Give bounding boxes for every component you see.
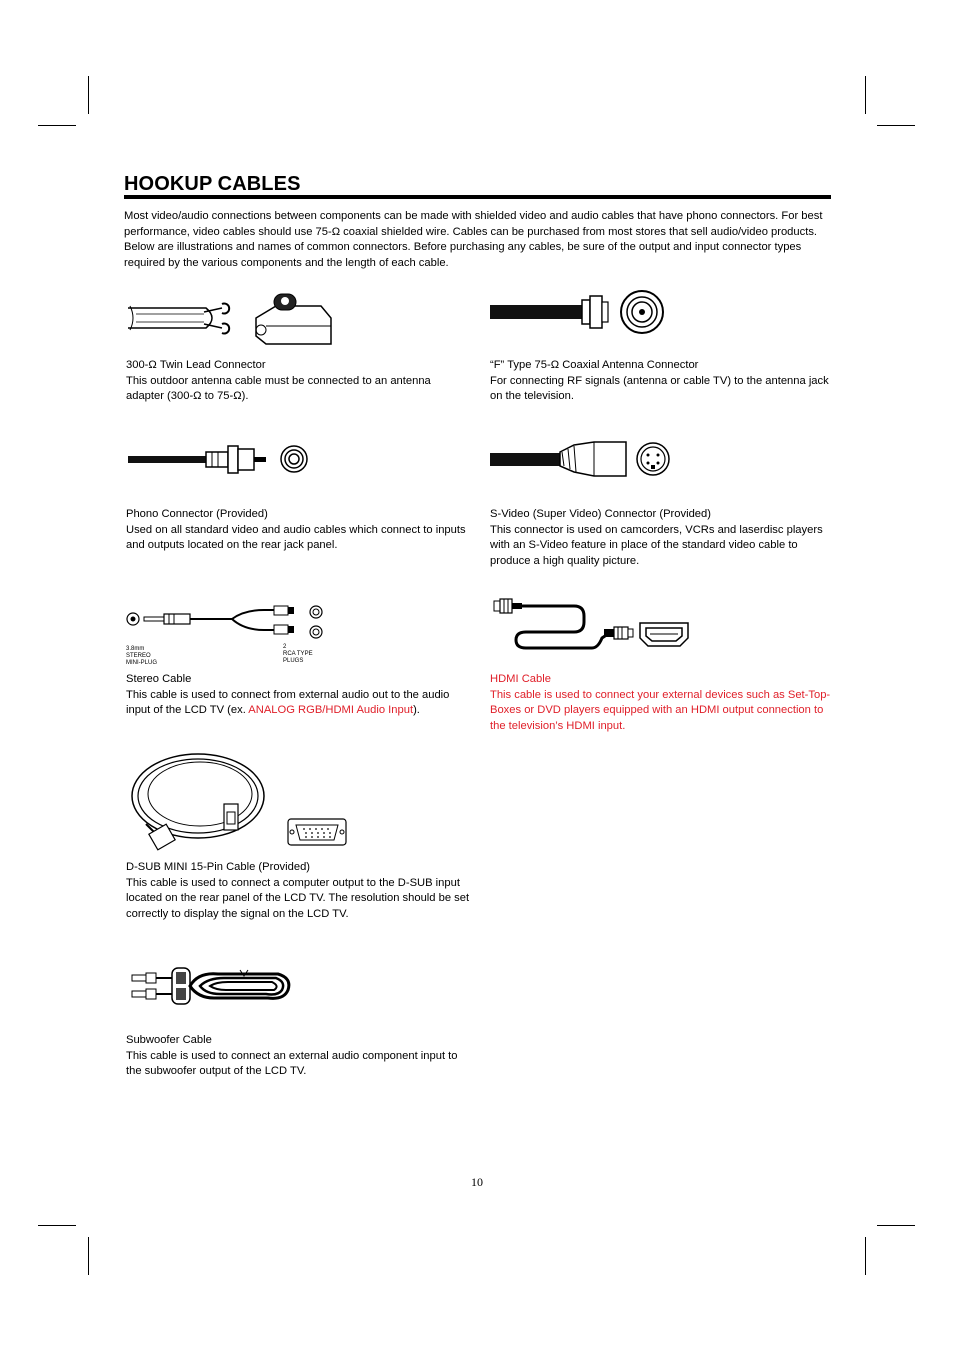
hdmi-cable-illustration xyxy=(492,588,696,656)
intro-paragraph: Most video/audio connections between components can be made with shielded video and audio cables that have phono connectors. For best performance, video cables should use 75-Ω coaxial shielded wire. Cables can be purchased from most stores that sell audio/video products. Below are illustrations and names of common connectors. Before purchasing any cables, be sure of the output and input connector types required by the various components and the length of each cable. xyxy=(124,210,823,269)
crop-mark-top-right xyxy=(865,76,866,114)
crop-mark-top-left xyxy=(38,125,76,126)
stereo-cable-caption xyxy=(126,672,471,719)
hdmi-cable-name: HDMI Cable xyxy=(490,673,551,685)
crop-mark-bottom-right xyxy=(877,1225,915,1226)
stereo-cable-desc xyxy=(126,688,471,719)
crop-mark-bottom-left xyxy=(38,1225,76,1226)
phono-connector-caption xyxy=(126,507,471,554)
stereo-fig-label-right-2: RCA TYPE xyxy=(283,651,313,657)
phono-connector-name: Phono Connector (Provided) xyxy=(126,508,268,520)
stereo-cable-name: Stereo Cable xyxy=(126,673,192,685)
f-type-connector-caption xyxy=(490,358,835,405)
subwoofer-cable-illustration xyxy=(128,964,296,1008)
f-type-connector-illustration xyxy=(490,288,670,338)
crop-mark-bottom-left xyxy=(88,1237,89,1275)
crop-mark-top-right xyxy=(877,125,915,126)
subwoofer-cable-caption xyxy=(126,1033,471,1080)
twin-lead-connector-desc: This outdoor antenna cable must be connected to an antenna adapter (300-Ω to 75-Ω). xyxy=(126,374,431,403)
hdmi-cable-caption xyxy=(490,672,835,734)
s-video-connector-desc: This connector is used on camcorders, VCRs and laserdisc players with an S-Video feature in place of the standard video cable to produce a high quality picture. xyxy=(490,523,823,567)
s-video-connector-caption xyxy=(490,507,835,569)
hdmi-cable-desc: This cable is used to connect your external devices such as Set-Top-Boxes or DVD players equipped with an HDMI output connection to the television’s HDMI input. xyxy=(490,688,831,732)
twin-lead-connector-illustration xyxy=(126,292,338,352)
s-video-connector-illustration xyxy=(490,438,672,480)
page-number: 10 xyxy=(471,1175,483,1189)
s-video-connector-name: S-Video (Super Video) Connector (Provided) xyxy=(490,508,711,520)
f-type-connector-name: “F” Type 75-Ω Coaxial Antenna Connector xyxy=(490,359,699,371)
crop-mark-bottom-right xyxy=(865,1237,866,1275)
crop-mark-top-left xyxy=(88,76,89,114)
d-sub-cable-illustration xyxy=(126,742,348,854)
stereo-fig-label-right-1: 2 xyxy=(283,644,287,650)
stereo-cable-desc-text: This cable is used to connect from external audio out to the audio input of the LCD TV (ex. xyxy=(126,688,450,717)
d-sub-cable-caption xyxy=(126,860,471,922)
d-sub-cable-name: D-SUB MINI 15-Pin Cable (Provided) xyxy=(126,861,311,873)
twin-lead-connector-caption xyxy=(126,358,471,405)
d-sub-cable-desc: This cable is used to connect a computer output to the D-SUB input located on the rear panel of the LCD TV. The resolution should be set correctly to display the signal on the LCD TV. xyxy=(126,876,470,920)
subwoofer-cable-desc: This cable is used to connect an external audio component input to the subwoofer output of the LCD TV. xyxy=(126,1049,458,1078)
stereo-fig-label-right-3: PLUGS xyxy=(283,658,304,664)
stereo-fig-label-left-2: STEREO xyxy=(126,653,151,659)
stereo-fig-label-left-3: MINI-PLUG xyxy=(126,660,158,666)
stereo-cable-desc-end: ). xyxy=(413,704,420,717)
twin-lead-connector-name: 300-Ω Twin Lead Connector xyxy=(126,359,266,371)
title-rule xyxy=(124,195,831,199)
phono-connector-illustration xyxy=(128,442,310,478)
page-title: HOOKUP CABLES xyxy=(124,173,301,195)
f-type-connector-desc: For connecting RF signals (antenna or cable TV) to the antenna jack on the television. xyxy=(490,374,829,403)
stereo-cable-desc-highlight: ANALOG RGB/HDMI Audio Input xyxy=(248,704,414,717)
subwoofer-cable-name: Subwoofer Cable xyxy=(126,1034,212,1046)
stereo-fig-label-left-1: 3.8mm xyxy=(126,646,145,652)
phono-connector-desc: Used on all standard video and audio cables which connect to inputs and outputs located on the rear jack panel. xyxy=(126,523,466,552)
stereo-cable-illustration xyxy=(124,604,332,668)
